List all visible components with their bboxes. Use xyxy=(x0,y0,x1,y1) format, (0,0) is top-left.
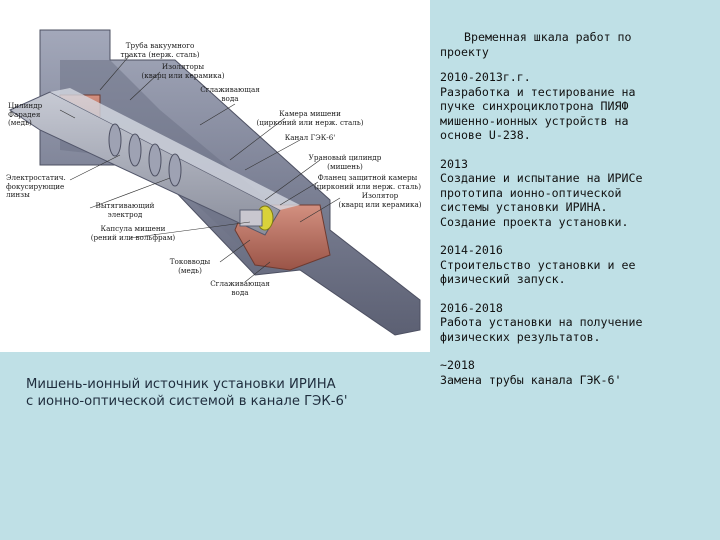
timeline-period: 2010-2013г.г. xyxy=(440,70,531,84)
label-electrostatic-lenses: Электростатич. фокусирующие линзы xyxy=(6,173,66,199)
timeline-text: Работа установки на получение xyxy=(440,315,643,329)
timeline-period: 2013 xyxy=(440,156,468,171)
timeline-entry xyxy=(440,243,712,287)
figure-caption xyxy=(26,376,421,410)
label-target-capsule: Капсула мишени (рений или вольфрам) xyxy=(90,224,176,242)
timeline-text: мишенно-ионных устройств на xyxy=(440,113,629,128)
label-extraction-electrode: Вытягивающий электрод xyxy=(95,201,155,219)
label-sealed-jacket-top: Сглаживающая вода xyxy=(200,85,260,103)
timeline-entry xyxy=(440,70,712,143)
label-guard-chamber: Фланец защитной камеры (цирконий или нерж. сталь) xyxy=(313,173,422,191)
timeline-text: системы установки ИРИНА. xyxy=(440,200,608,214)
label-sealed-jacket-bottom: Сглаживающая вода xyxy=(210,279,270,297)
timeline-text: Разработка и тестирование на xyxy=(440,84,636,99)
timeline-text: Строительство установки и ее xyxy=(440,257,636,272)
timeline-text: физических результатов. xyxy=(440,329,601,344)
label-insulators-top: Изоляторы (кварц или керамика) xyxy=(141,62,225,80)
timeline-period: ~2018 xyxy=(440,358,475,372)
timeline-entry xyxy=(440,358,712,387)
timeline-text: Замена трубы канала ГЭК-6' xyxy=(440,372,622,387)
project-timeline xyxy=(440,30,712,401)
label-insulator-bottom: Изолятор (кварц или керамика) xyxy=(338,191,422,209)
timeline-heading xyxy=(440,30,712,59)
label-uranium-cylinder: Урановый цилиндр (мишень) xyxy=(308,153,382,171)
diagram-panel xyxy=(0,0,430,352)
timeline-heading-line-2: проекту xyxy=(440,44,489,59)
label-faraday-cylinder: Цилиндр Фарадея (медь) xyxy=(8,101,43,127)
timeline-text: прототипа ионно-оптической xyxy=(440,185,622,200)
timeline-text: Создание и испытание на ИРИСе xyxy=(440,171,643,185)
timeline-period: 2014-2016 xyxy=(440,243,503,257)
caption-line-2: с ионно-оптической системой в канале ГЭК-6' xyxy=(26,394,348,409)
uranium-target xyxy=(240,206,273,230)
timeline-text: физический запуск. xyxy=(440,272,566,286)
label-vacuum-tube: Труба вакуумного тракта (нерж. сталь) xyxy=(120,41,200,59)
timeline-entry xyxy=(440,301,712,345)
caption-line-1: Мишень-ионный источник установки ИРИНА xyxy=(26,377,336,392)
label-current-leads: Токовводы (медь) xyxy=(169,257,211,275)
timeline-entry xyxy=(440,157,712,230)
label-channel: Канал ГЭК-6' xyxy=(284,133,336,142)
timeline-period: 2016-2018 xyxy=(440,300,503,315)
timeline-text: основе U-238. xyxy=(440,128,531,142)
timeline-text: пучке синхроциклотрона ПИЯФ xyxy=(440,99,629,113)
timeline-text: Создание проекта установки. xyxy=(440,214,629,229)
timeline-heading-line-1: Временная шкала работ по xyxy=(464,30,632,44)
label-ionization-chamber: Камера мишени (цирконий или нерж. сталь) xyxy=(256,109,364,127)
